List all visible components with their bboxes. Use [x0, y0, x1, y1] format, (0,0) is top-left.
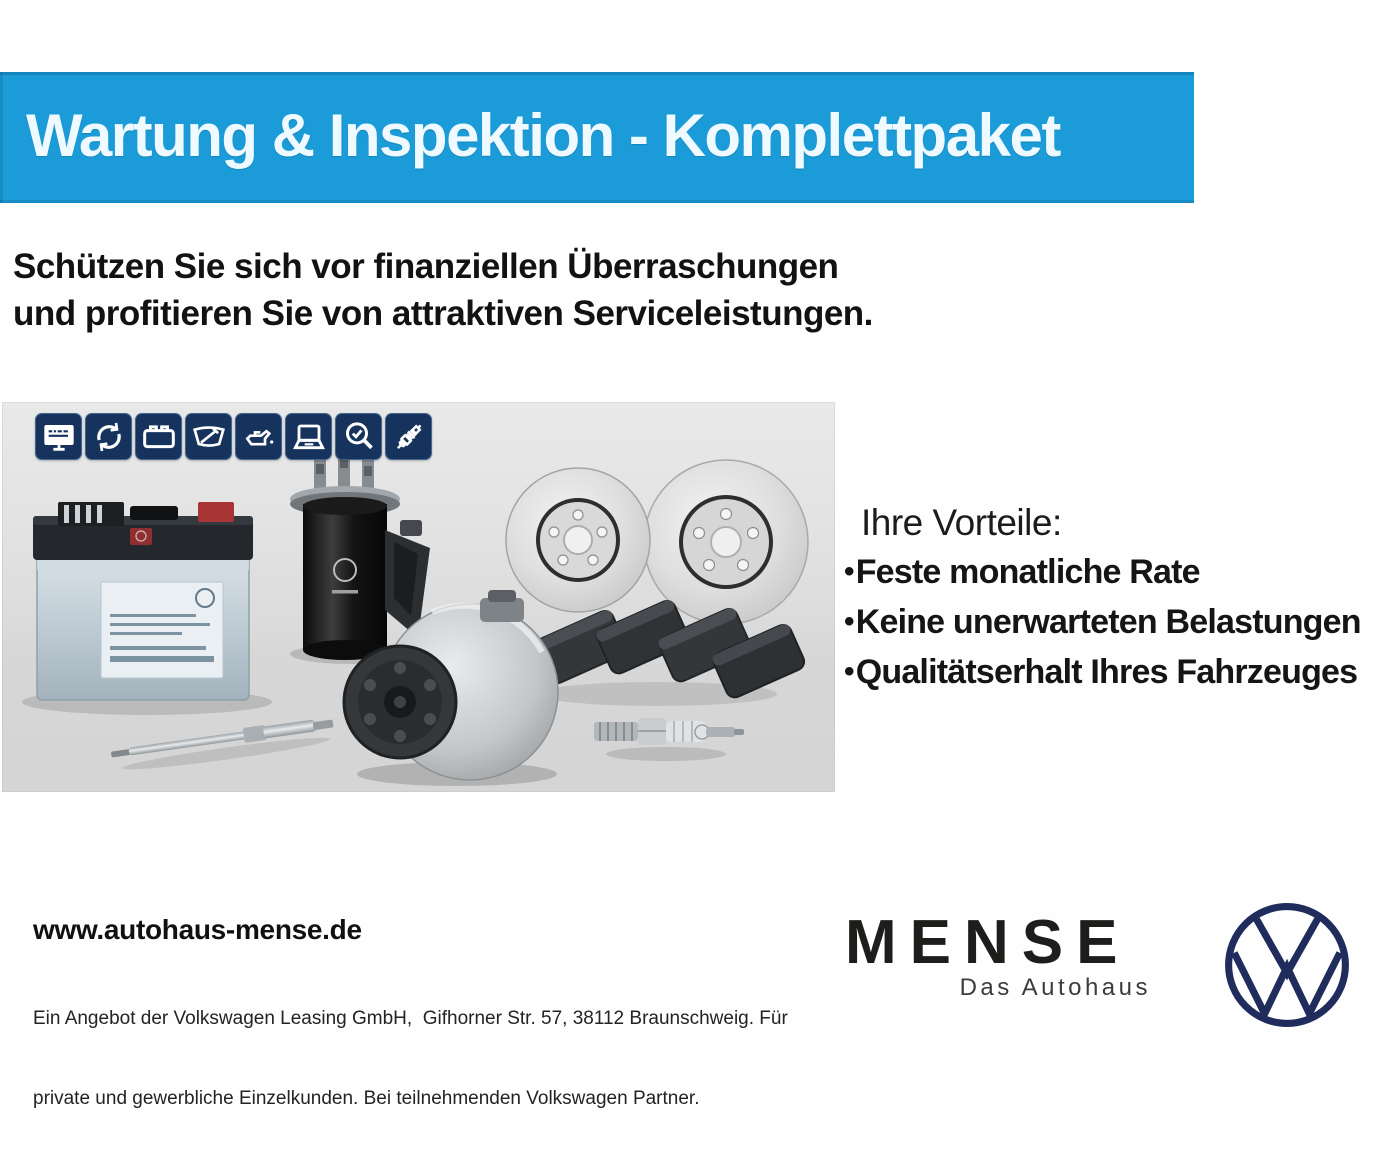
dealer-name: MENSE	[845, 908, 1131, 977]
product-image-panel	[2, 402, 835, 792]
service-exchange-icon	[85, 413, 132, 460]
spark-plug-icon	[385, 413, 432, 460]
benefit-item-3	[844, 653, 1357, 692]
battery-part	[22, 502, 272, 715]
bullet: •	[844, 605, 854, 638]
benefit-label: Qualitätserhalt Ihres Fahrzeuges	[855, 653, 1358, 691]
intro-line-1: Schützen Sie sich vor finanziellen Überraschungen	[13, 247, 839, 286]
page-title: Wartung & Inspektion - Komplettpaket	[26, 102, 1060, 169]
benefit-label: Feste monatliche Rate	[855, 553, 1200, 591]
bullet: •	[844, 555, 854, 588]
benefit-item-2	[844, 603, 1361, 642]
oil-service-icon	[235, 413, 282, 460]
car-parts-collage	[2, 402, 835, 792]
service-icon-row	[35, 413, 432, 460]
dealer-logo	[845, 908, 1157, 1002]
benefits-heading: Ihre Vorteile:	[861, 502, 1062, 543]
benefit-item-1	[844, 553, 1200, 592]
battery-icon	[135, 413, 182, 460]
legal-text	[33, 953, 788, 1165]
legal-line-1: Ein Angebot der Volkswagen Leasing GmbH, Gifhorner Str. 57, 38112 Braunschweig. Für	[33, 1008, 788, 1029]
inspection-magnifier-icon	[335, 413, 382, 460]
website-link[interactable]: www.autohaus-mense.de	[33, 914, 362, 945]
diagnostics-monitor-icon	[35, 413, 82, 460]
laptop-check-icon	[285, 413, 332, 460]
dealer-tagline: Das Autohaus	[959, 974, 1151, 1001]
benefit-label: Keine unerwarteten Belastungen	[855, 603, 1361, 641]
windshield-wiper-icon	[185, 413, 232, 460]
legal-line-2: private und gewerbliche Einzelkunden. Bei teilnehmenden Volkswagen Partner.	[33, 1087, 700, 1109]
header-banner	[0, 72, 1194, 203]
intro-text	[13, 243, 873, 337]
intro-line-2: und profitieren Sie von attraktiven Serviceleistungen.	[13, 294, 873, 333]
bullet: •	[844, 655, 854, 688]
volkswagen-logo-icon	[1222, 900, 1352, 1030]
